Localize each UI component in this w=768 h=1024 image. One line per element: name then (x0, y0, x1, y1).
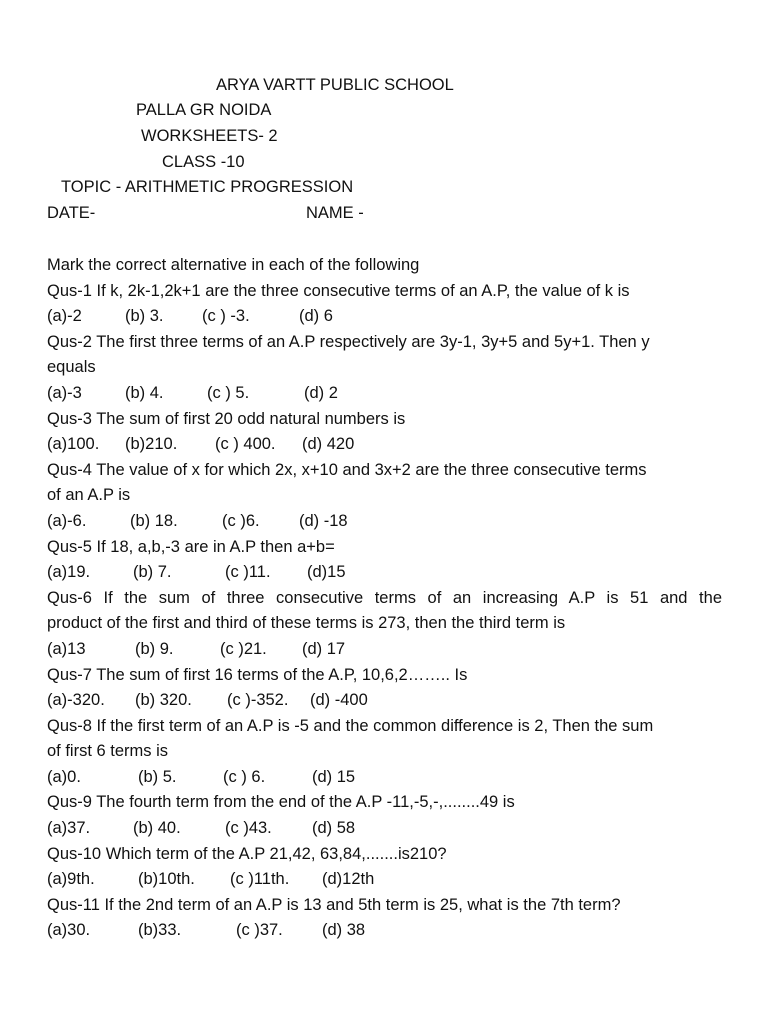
answer-option[interactable]: (d) 15 (312, 767, 356, 786)
question-text: equals (47, 358, 96, 377)
answer-option[interactable]: (a)-3 (47, 383, 82, 402)
answer-option[interactable]: (b) 3. (125, 307, 164, 326)
worksheet-number: WORKSHEETS- 2 (141, 127, 278, 145)
answer-option[interactable]: (c )11. (225, 563, 271, 582)
answer-option[interactable]: (d) 6 (299, 307, 333, 326)
answer-options (47, 381, 722, 407)
school-name: ARYA VARTT PUBLIC SCHOOL (216, 76, 454, 94)
answer-option[interactable]: (a)37. (47, 819, 91, 838)
answer-option[interactable]: (a)13 (47, 639, 86, 658)
question-text: of first 6 terms is (47, 742, 169, 761)
question-text: Qus-10 Which term of the A.P 21,42, 63,84,.......is210? (47, 844, 447, 863)
answer-options (47, 560, 722, 586)
answer-options (47, 304, 722, 330)
answer-option[interactable]: (b) 5. (138, 767, 177, 786)
answer-option[interactable]: (a)-320. (47, 691, 105, 710)
answer-option[interactable]: (d) 38 (322, 921, 366, 940)
question-1 (47, 279, 722, 330)
answer-options (47, 816, 722, 842)
question-text: of an A.P is (47, 486, 131, 505)
answer-option[interactable]: (a)0. (47, 767, 81, 786)
answer-options (47, 509, 722, 535)
question-text: Qus-1 If k, 2k-1,2k+1 are the three consecutive terms of an A.P, the value of k is (47, 281, 630, 300)
question-10 (47, 842, 722, 893)
answer-option[interactable]: (c )6. (222, 511, 260, 530)
question-11 (47, 893, 722, 944)
question-8 (47, 714, 722, 791)
question-text: Qus-4 The value of x for which 2x, x+10 and 3x+2 are the three consecutive terms (47, 460, 647, 479)
question-text: Qus-5 If 18, a,b,-3 are in A.P then a+b= (47, 537, 335, 556)
answer-options (47, 765, 722, 791)
answer-options (47, 918, 722, 944)
answer-options (47, 688, 722, 714)
answer-option[interactable]: (d) 2 (304, 383, 338, 402)
answer-option[interactable]: (b)33. (138, 921, 182, 940)
answer-option[interactable]: (b) 4. (125, 383, 164, 402)
name-label: NAME - (306, 204, 364, 222)
instruction-text: Mark the correct alternative in each of the following (47, 256, 420, 274)
answer-option[interactable]: (c ) 5. (207, 383, 250, 402)
answer-option[interactable]: (c )37. (236, 921, 283, 940)
school-location: PALLA GR NOIDA (136, 101, 272, 119)
question-6 (47, 586, 722, 663)
question-text: Qus-2 The first three terms of an A.P respectively are 3y-1, 3y+5 and 5y+1. Then y (47, 332, 650, 351)
questions-container (47, 279, 722, 944)
topic-label: TOPIC - ARITHMETIC PROGRESSION (61, 178, 354, 196)
answer-option[interactable]: (c ) 400. (215, 435, 276, 454)
question-3 (47, 407, 722, 458)
question-text: Qus-6 If the sum of three consecutive terms of an increasing A.P is 51 and the (47, 588, 722, 607)
answer-option[interactable]: (b) 18. (130, 511, 178, 530)
answer-option[interactable]: (d) 17 (302, 639, 346, 658)
answer-option[interactable]: (a)30. (47, 921, 91, 940)
answer-option[interactable]: (c ) 6. (223, 767, 266, 786)
question-text: product of the first and third of these terms is 273, then the third term is (47, 614, 566, 633)
answer-option[interactable]: (d) -400 (310, 691, 368, 710)
question-7 (47, 663, 722, 714)
answer-option[interactable]: (b) 320. (135, 691, 192, 710)
answer-options (47, 637, 722, 663)
answer-option[interactable]: (b) 9. (135, 639, 174, 658)
answer-option[interactable]: (b)210. (125, 435, 178, 454)
question-2 (47, 330, 722, 407)
answer-option[interactable]: (a)-2 (47, 307, 82, 326)
answer-option[interactable]: (c )-352. (227, 691, 289, 710)
answer-option[interactable]: (d) 58 (312, 819, 356, 838)
answer-options (47, 867, 722, 893)
answer-option[interactable]: (a)9th. (47, 870, 95, 889)
answer-option[interactable]: (d)12th (322, 870, 375, 889)
answer-option[interactable]: (c )11th. (230, 870, 290, 889)
question-list (47, 253, 722, 944)
answer-options (47, 432, 722, 458)
answer-option[interactable]: (a)19. (47, 563, 91, 582)
question-4 (47, 458, 722, 535)
question-text: Qus-8 If the first term of an A.P is -5 and the common difference is 2, Then the sum (47, 716, 654, 735)
answer-option[interactable]: (c )43. (225, 819, 272, 838)
answer-option[interactable]: (d) -18 (299, 511, 348, 530)
class-label: CLASS -10 (162, 153, 245, 171)
answer-option[interactable]: (d)15 (307, 563, 346, 582)
answer-option[interactable]: (b) 40. (133, 819, 181, 838)
question-9 (47, 790, 722, 841)
answer-option[interactable]: (b)10th. (138, 870, 195, 889)
date-label: DATE- (47, 204, 96, 222)
question-5 (47, 535, 722, 586)
answer-option[interactable]: (a)-6. (47, 511, 87, 530)
question-text: Qus-11 If the 2nd term of an A.P is 13 and 5th term is 25, what is the 7th term? (47, 895, 621, 914)
answer-option[interactable]: (c )21. (220, 639, 267, 658)
answer-option[interactable]: (d) 420 (302, 435, 355, 454)
answer-option[interactable]: (b) 7. (133, 563, 172, 582)
answer-option[interactable]: (a)100. (47, 435, 100, 454)
question-text: Qus-9 The fourth term from the end of the A.P -11,-5,-,........49 is (47, 793, 515, 812)
question-text: Qus-3 The sum of first 20 odd natural numbers is (47, 409, 406, 428)
answer-option[interactable]: (c ) -3. (202, 307, 250, 326)
question-text: Qus-7 The sum of first 16 terms of the A.P, 10,6,2…….. Is (47, 665, 468, 684)
